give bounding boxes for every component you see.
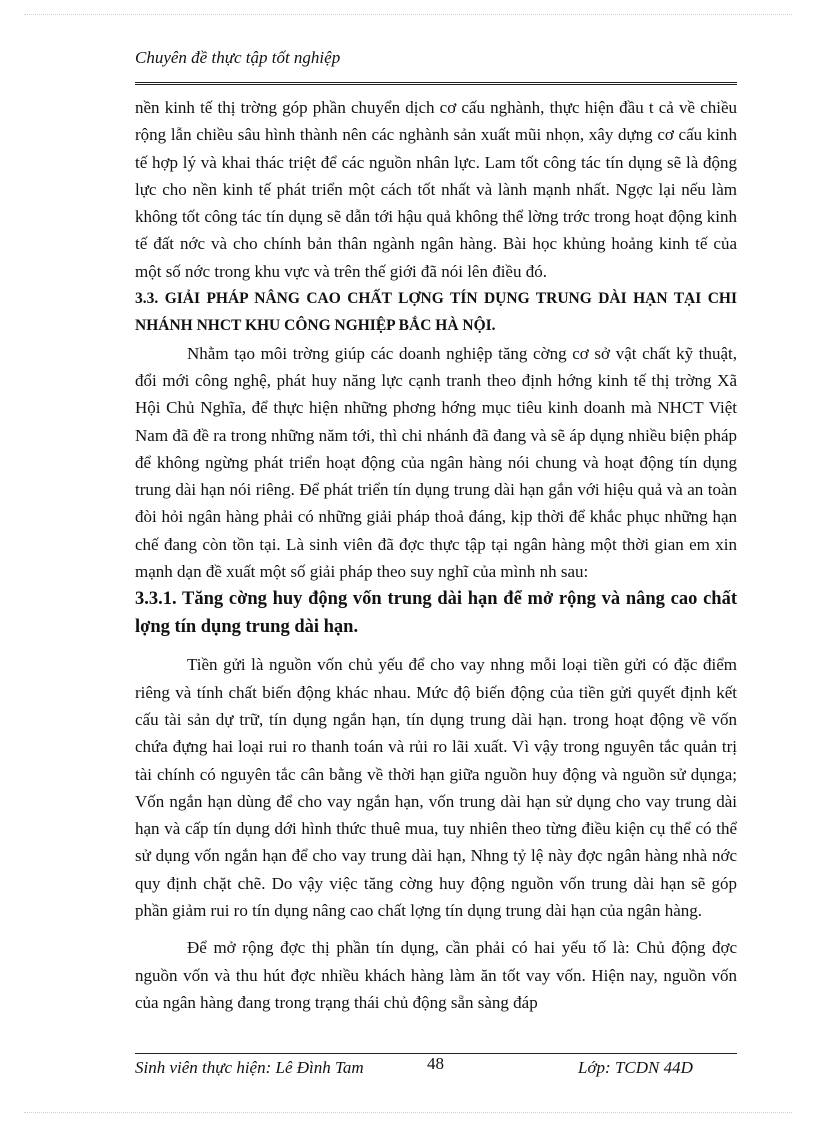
document-body (135, 94, 737, 1016)
footer-student-name: Sinh viên thực hiện: Lê Đình Tam (135, 1058, 364, 1077)
section-heading-3-3: 3.3. GIẢI PHÁP NÂNG CAO CHẤT LỢNG TÍN DỤNG TRUNG DÀI HẠN TẠI CHI NHÁNH NHCT KHU CÔNG NGHIỆP BẮC HÀ NỘI. (135, 290, 737, 335)
spacer (135, 924, 737, 934)
page-header: Chuyên đề thực tập tốt nghiệp (135, 48, 341, 67)
section-heading-3-3-1: 3.3.1. Tăng cờng huy động vốn trung dài hạn để mở rộng và nâng cao chất lợng tín dụng trung dài hạn. (135, 589, 737, 638)
paragraph-deposit-funding: Tiền gửi là nguồn vốn chủ yếu để cho vay nhng mỗi loại tiền gửi có đặc điểm riêng và tính chất biến động khác nhau. Mức độ biến động của tiền gửi quyết định kết cấu tài sản dự trữ, tín dụng ngắn hạn, tín dụng trung dài hạn. trong hoạt động về vốn chứa đựng hai loại rui ro thanh toán và rủi ro lãi xuất. Vì vậy trong nguyên tắc quản trị tài chính có nguyên tắc cân bằng về thời hạn giữa nguồn huy động và nguồn sử dụnga; Vốn ngắn hạn dùng để cho vay ngắn hạn, vốn trung dài hạn sử dụng cho vay trung dài hạn và cấp tín dụng dới hình thức thuê mua, tuy nhiên theo từng điều kiện cụ thể có thể sử dụng vốn ngắn hạn để cho vay trung dài hạn, Nhng tỷ lệ này đợc ngân hàng nhà nớc quy định chặt chẽ. Do vậy việc tăng cờng huy động nguồn vốn trung dài hạn sẽ góp phần giảm rui ro tín dụng nâng cao chất lợng tín dụng trung dài hạn của ngân hàng. (135, 655, 737, 921)
paragraph-market-share: Để mở rộng đợc thị phần tín dụng, cần phải có hai yếu tố là: Chủ động đợc nguồn vốn và thu hút đợc nhiều khách hàng làm ăn tốt vay vốn. Hiện nay, nguồn vốn của ngân hàng đang trong trạng thái chủ động sẵn sàng đáp (135, 938, 737, 1012)
page-footer (135, 1054, 737, 1084)
header-divider (135, 82, 737, 85)
spacer (135, 641, 737, 651)
paragraph-solutions-intro: Nhằm tạo môi trờng giúp các doanh nghiệp tăng cờng cơ sở vật chất kỹ thuật, đổi mới công nghệ, phát huy năng lực cạnh tranh theo định hớng kinh tế thị trờng Xã Hội Chủ Nghĩa, để thực hiện những phơng hớng mục tiêu kinh doanh mà NHCT Việt Nam đã đề ra trong những năm tới, thì chi nhánh đã đang và sẽ áp dụng nhiều biện pháp để không ngừng phát triển hoạt động của ngân hàng nói chung và hoạt động tín dụng trung dài hạn nói riêng. Để phát triển tín dụng trung dài hạn gắn với hiệu quả và an toàn đòi hỏi ngân hàng phải có những giải pháp thoả đáng, kịp thời để khắc phục những hạn chế đang còn tồn tại. Là sinh viên đã đợc thực tập tại ngân hàng một thời gian em xin mạnh dạn đề xuất một số giải pháp theo suy nghĩ của mình nh sau: (135, 343, 737, 582)
footer-class: Lớp: TCDN 44D (578, 1058, 693, 1077)
page-number: 48 (427, 1054, 444, 1073)
paragraph-intro-continued: nền kinh tế thị trờng góp phần chuyển dịch cơ cấu nghành, thực hiện đầu t cả về chiều rộng lẫn chiều sâu hình thành nên các nghành sản xuất mũi nhọn, xây dựng cơ cấu kinh tế hợp lý và khai thác triệt để các nguồn nhân lực. Lam tốt công tác tín dụng sẽ là động lực cho nền kinh tế phát triển một cách tốt nhất và lành mạnh nhất. Ngợc lại nếu làm không tốt công tác tín dụng sẽ dẫn tới hậu quả không thể lờng trớc trong hoạt động kinh tế đất nớc và cho chính bản thân ngành ngân hàng. Bài học khủng hoảng kinh tế của một số nớc trong khu vực và trên thế giới đã nói lên điều đó. (135, 98, 737, 281)
